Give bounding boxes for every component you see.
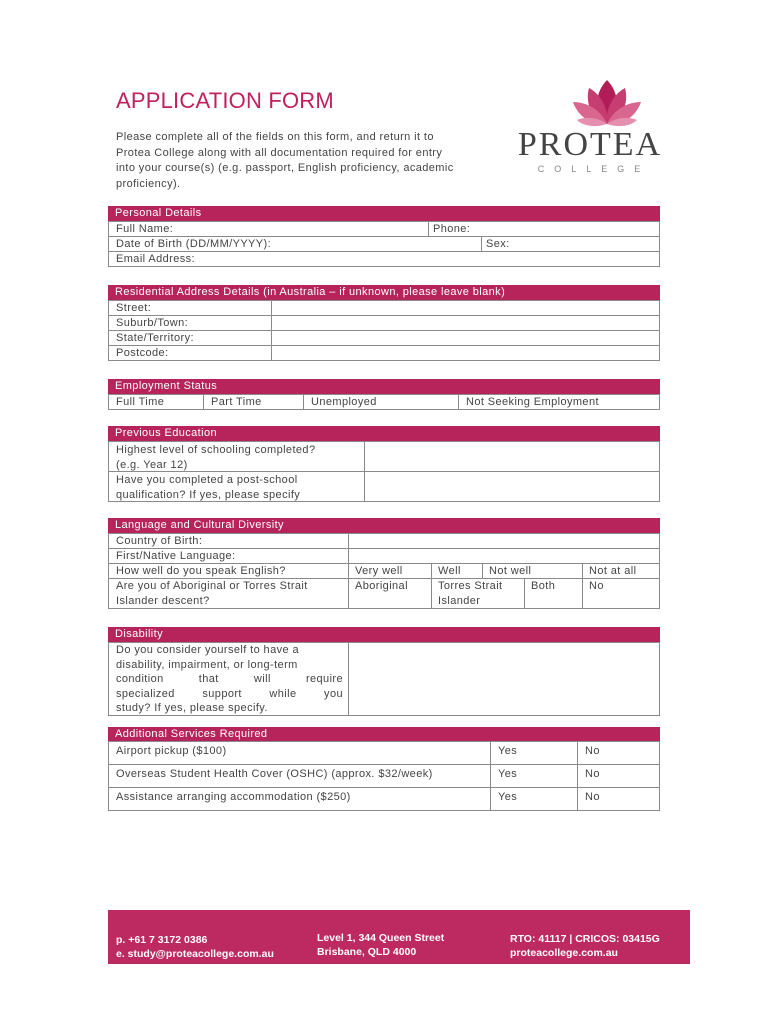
question-line: qualification? If yes, please specify [116, 488, 301, 501]
footer-phone[interactable]: p. +61 7 3172 0386 [116, 934, 208, 946]
service-label-accommodation: Assistance arranging accommodation ($250) [108, 787, 491, 811]
native-language-input[interactable] [348, 548, 660, 564]
employment-option-part-time[interactable]: Part Time [203, 394, 304, 410]
footer-contact [116, 933, 274, 961]
footer-address-line: Brisbane, QLD 4000 [317, 946, 417, 958]
schooling-answer[interactable] [364, 441, 660, 472]
question-line: condition that will require [116, 673, 343, 685]
question-line: disability, impairment, or long-term [116, 658, 298, 671]
schooling-question [108, 441, 365, 472]
service-label-airport: Airport pickup ($100) [108, 741, 491, 765]
intro-line: into your course(s) (e.g. passport, English proficiency, academic [116, 162, 454, 174]
footer-email[interactable]: e. study@proteacollege.com.au [116, 948, 274, 960]
intro-line: Please complete all of the fields on this form, and return it to [116, 131, 434, 143]
question-line: Have you completed a post-school [116, 474, 298, 486]
question-line: Islander descent? [116, 594, 210, 607]
section-header: Residential Address Details (in Australia – if unknown, please leave blank) [108, 285, 660, 300]
section-header: Employment Status [108, 379, 660, 394]
section-header: Personal Details [108, 206, 660, 221]
date-of-birth-field[interactable]: Date of Birth (DD/MM/YYYY): [108, 236, 482, 252]
english-option-very-well[interactable]: Very well [348, 563, 432, 579]
aboriginal-option[interactable]: Aboriginal [348, 578, 432, 609]
service-yes-accommodation[interactable]: Yes [490, 787, 578, 811]
post-school-question [108, 471, 365, 502]
email-field[interactable]: Email Address: [108, 251, 660, 267]
footer-bar [108, 910, 690, 964]
question-line: Highest level of schooling completed? [116, 444, 316, 456]
service-yes-oshc[interactable]: Yes [490, 764, 578, 788]
service-no-oshc[interactable]: No [577, 764, 660, 788]
lotus-icon [573, 80, 641, 126]
footer-rto: RTO: 41117 | CRICOS: 03415G [510, 933, 660, 945]
aboriginal-question [108, 578, 349, 609]
country-input[interactable] [348, 533, 660, 549]
disability-answer[interactable] [348, 642, 660, 716]
disability-question [108, 642, 349, 716]
footer-address-line: Level 1, 344 Queen Street [317, 932, 445, 944]
employment-option-not-seeking[interactable]: Not Seeking Employment [458, 394, 660, 410]
phone-field[interactable]: Phone: [428, 221, 660, 237]
page-title: APPLICATION FORM [116, 88, 334, 113]
state-label: State/Territory: [108, 330, 272, 346]
street-input[interactable] [271, 300, 660, 316]
country-label: Country of Birth: [108, 533, 349, 549]
service-yes-airport[interactable]: Yes [490, 741, 578, 765]
service-no-airport[interactable]: No [577, 741, 660, 765]
service-label-oshc: Overseas Student Health Cover (OSHC) (approx. $32/week) [108, 764, 491, 788]
footer-website[interactable]: proteacollege.com.au [510, 947, 618, 959]
sex-field[interactable]: Sex: [481, 236, 660, 252]
section-header: Previous Education [108, 426, 660, 441]
intro-line: Protea College along with all documentation required for entry [116, 146, 443, 159]
postcode-input[interactable] [271, 345, 660, 361]
english-option-not-at-all[interactable]: Not at all [582, 563, 660, 579]
footer-registration [510, 932, 660, 960]
section-header: Language and Cultural Diversity [108, 518, 660, 533]
suburb-input[interactable] [271, 315, 660, 331]
employment-option-unemployed[interactable]: Unemployed [303, 394, 459, 410]
english-option-not-well[interactable]: Not well [482, 563, 583, 579]
state-input[interactable] [271, 330, 660, 346]
employment-option-full-time[interactable]: Full Time [108, 394, 204, 410]
street-label: Street: [108, 300, 272, 316]
torres-strait-option[interactable] [431, 578, 525, 609]
question-line: study? If yes, please specify. [116, 702, 268, 714]
brand-subtitle: COLLEGE [537, 164, 651, 174]
full-name-field[interactable]: Full Name: [108, 221, 429, 237]
english-question: How well do you speak English? [108, 563, 349, 579]
question-line: (e.g. Year 12) [116, 458, 188, 471]
no-option[interactable]: No [582, 578, 660, 609]
post-school-answer[interactable] [364, 471, 660, 502]
intro-line: proficiency). [116, 177, 181, 190]
native-language-label: First/Native Language: [108, 548, 349, 564]
question-line: Do you consider yourself to have a [116, 644, 299, 656]
both-option[interactable]: Both [524, 578, 583, 609]
intro-text [116, 130, 488, 192]
option-line: Islander [438, 594, 481, 607]
brand-name: PROTEA [517, 126, 663, 163]
suburb-label: Suburb/Town: [108, 315, 272, 331]
footer-address [317, 931, 444, 959]
english-option-well[interactable]: Well [431, 563, 483, 579]
option-line: Torres Strait [438, 580, 503, 592]
section-header: Disability [108, 627, 660, 642]
question-line: specialized support while you [116, 687, 343, 700]
service-no-accommodation[interactable]: No [577, 787, 660, 811]
question-line: Are you of Aboriginal or Torres Strait [116, 580, 308, 592]
section-header: Additional Services Required [108, 727, 660, 742]
postcode-label: Postcode: [108, 345, 272, 361]
